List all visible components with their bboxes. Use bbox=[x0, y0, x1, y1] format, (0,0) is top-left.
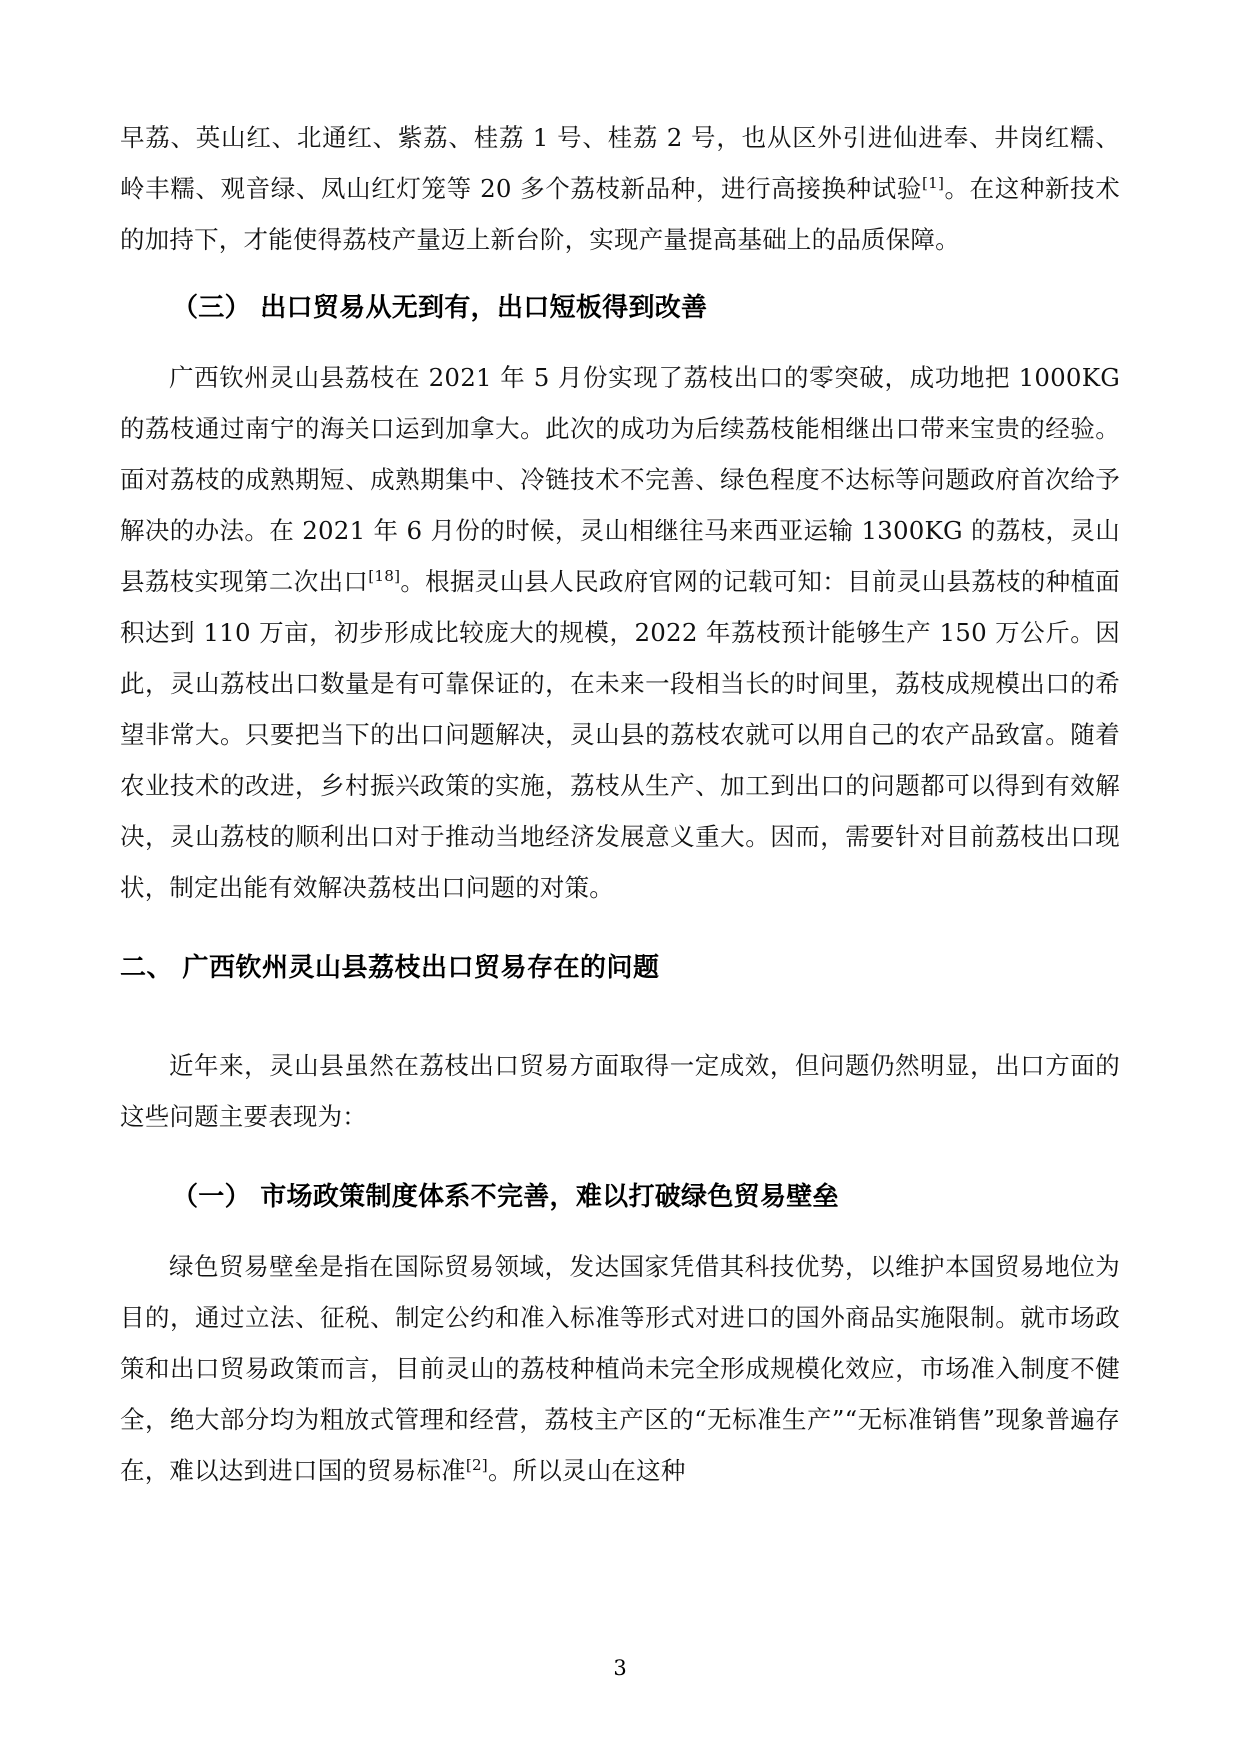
paragraph-text: 绿色贸易壁垒是指在国际贸易领域，发达国家凭借其科技优势，以维护本国贸易地位为目的，通过立法、征税、制定公约和准入标准等形式对进口的国外商品实施限制。就市场政策和出口贸易政策而言，目前灵山的荔枝种植尚未完全形成规模化效应，市场准入制度不健全，绝大部分均为粗放式管理和经营，荔枝主产区的“无标准生产”“无标准销售”现象普遍存在，难以达到进口国的贸易标准 bbox=[120, 1252, 1120, 1485]
spacer bbox=[120, 913, 1120, 943]
page-number: 3 bbox=[613, 1656, 627, 1680]
heading-subsection-1: （一） 市场政策制度体系不完善，难以打破绿色贸易壁垒 bbox=[172, 1182, 839, 1212]
paragraph-text-after: 。在这种新技术的加持下，才能使得荔枝产量迈上新台阶，实现产量提高基础上的品质保障。 bbox=[120, 174, 1120, 254]
paragraph-green-trade-barriers bbox=[120, 1241, 1120, 1496]
spacer bbox=[120, 1142, 1120, 1172]
paragraph-text: 早荔、英山红、北通红、紫荔、桂荔 1 号、桂荔 2 号，也从区外引进仙进奉、井岗红糯、岭丰糯、观音绿、凤山红灯笼等 20 多个荔枝新品种，进行高接换种试验 bbox=[120, 123, 1120, 203]
spacer bbox=[120, 1223, 1120, 1241]
citation-marker-2: [2] bbox=[465, 1455, 488, 1474]
paragraph-text-after: 。根据灵山县人民政府官网的记载可知：目前灵山县荔枝的种植面积达到 110 万亩，初步形成比较庞大的规模，2022 年荔枝预计能够生产 150 万公斤。因此，灵山荔枝出口数量是有可靠保证的，在未来一段相当长的时间里，荔枝成规模出口的希望非常大。只要把当下的出口问题解决，灵山县的荔枝农就可以用自己的农产品致富。随着农业技术的改进，乡村振兴政策的实施，荔枝从生产、加工到出口的问题都可以得到有效解决，灵山荔枝的顺利出口对于推动当地经济发展意义重大。因而，需要针对目前荔枝出口现状，制定出能有效解决荔枝出口问题的对策。 bbox=[120, 567, 1121, 902]
paragraph-varieties-continued bbox=[120, 112, 1120, 265]
paragraph-problems-intro: 近年来，灵山县虽然在荔枝出口贸易方面取得一定成效，但问题仍然明显，出口方面的这些问题主要表现为： bbox=[120, 1051, 1120, 1131]
spacer bbox=[120, 334, 1120, 352]
heading-section-3: （三） 出口贸易从无到有，出口短板得到改善 bbox=[172, 293, 708, 323]
paragraph-text: 广西钦州灵山县荔枝在 2021 年 5 月份实现了荔枝出口的零突破，成功地把 1000KG 的荔枝通过南宁的海关口运到加拿大。此次的成功为后续荔枝能相继出口带来宝贵的经验。面对荔枝的成熟期短、成熟期集中、冷链技术不完善、绿色程度不达标等问题政府首次给予解决的办法。在 2021 年 6 月份的时候，灵山相继往马来西亚运输 1300KG 的荔枝，灵山县荔枝实现第二次出口 bbox=[120, 363, 1120, 596]
heading-section-2: 二、 广西钦州灵山县荔枝出口贸易存在的问题 bbox=[120, 953, 660, 983]
citation-marker-1: [1] bbox=[922, 173, 945, 192]
spacer bbox=[120, 265, 1120, 283]
citation-marker-18: [18] bbox=[368, 566, 401, 585]
spacer bbox=[120, 994, 1120, 1040]
paragraph-text-after: 。所以灵山在这种 bbox=[487, 1456, 686, 1485]
paragraph-export-trade bbox=[120, 352, 1120, 913]
